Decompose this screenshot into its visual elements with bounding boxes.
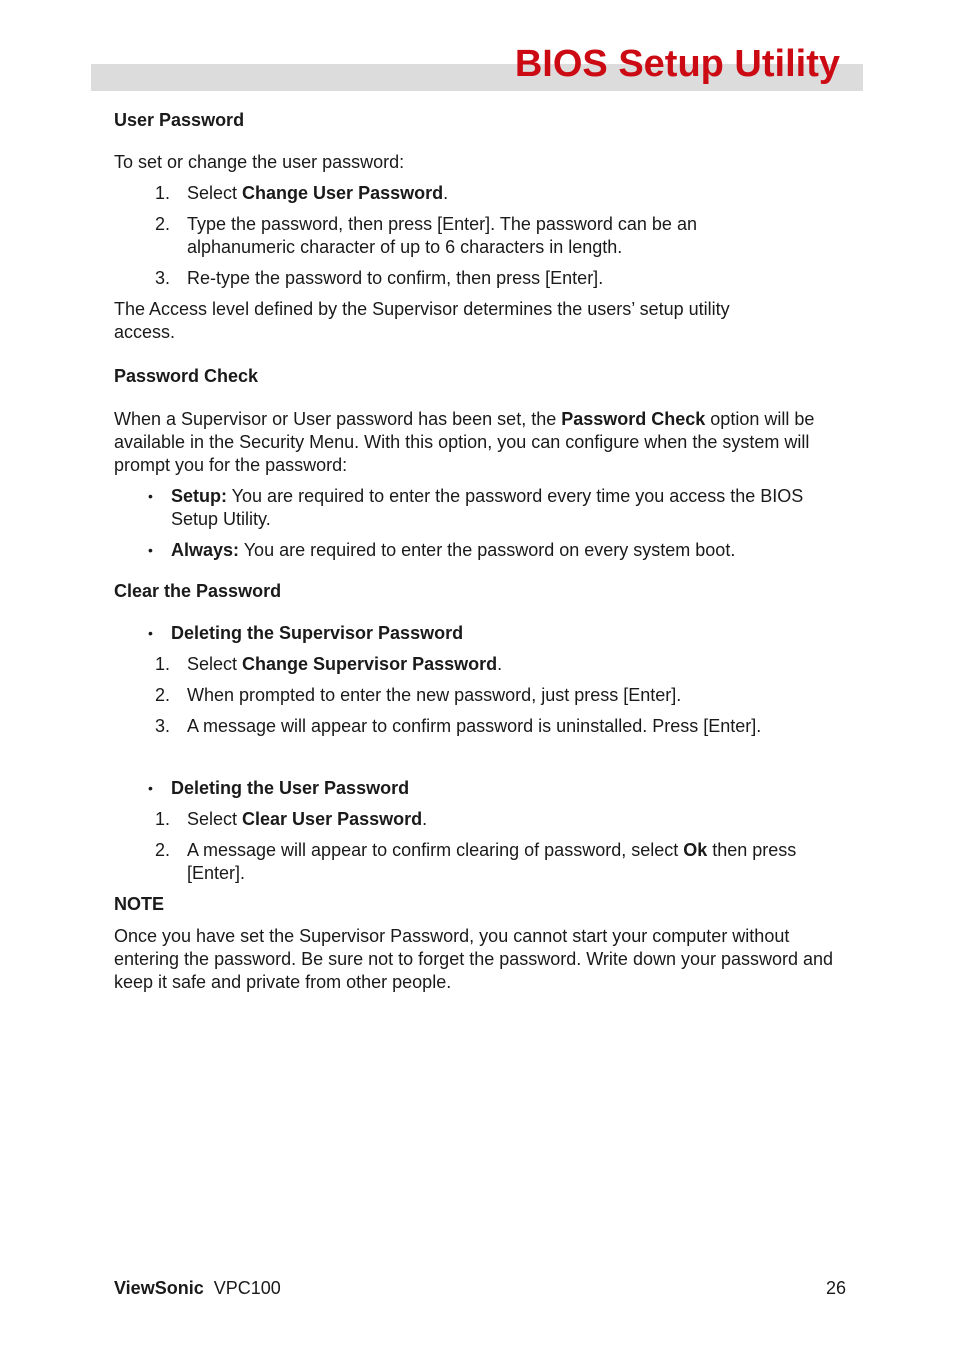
footer-brand: ViewSonic bbox=[114, 1278, 204, 1298]
delete-supervisor-title: Deleting the Supervisor Password bbox=[171, 623, 464, 643]
step-number: 1. bbox=[155, 654, 171, 674]
bullet-icon: • bbox=[148, 625, 153, 641]
user-password-intro: To set or change the user password: bbox=[114, 152, 405, 172]
step-text: Type the password, then press [Enter]. The password can be an alphanumeric character of up to 6 characters in length. bbox=[187, 214, 697, 257]
step-number: 3. bbox=[155, 268, 171, 288]
step-text: Re-type the password to confirm, then press [Enter]. bbox=[187, 268, 604, 288]
step-number: 2. bbox=[155, 840, 171, 860]
step-number: 1. bbox=[155, 809, 171, 829]
step-text: Select Change User Password. bbox=[187, 183, 449, 203]
bullet-text: Setup: You are required to enter the password every time you access the BIOS Setup Utility. bbox=[171, 486, 804, 529]
bullet-text: Always: You are required to enter the password on every system boot. bbox=[171, 540, 736, 560]
bullet-icon: • bbox=[148, 542, 153, 558]
note-heading: NOTE bbox=[114, 894, 165, 914]
note-text: Once you have set the Supervisor Password, you cannot start your computer without entering the password. Be sure not to forget the password. Write down your password and keep it safe and private from other people. bbox=[114, 926, 834, 992]
step-text: Select Change Supervisor Password. bbox=[187, 654, 503, 674]
user-password-heading: User Password bbox=[114, 110, 245, 130]
footer-model: VPC100 bbox=[213, 1278, 281, 1298]
password-check-intro: When a Supervisor or User password has been set, the Password Check option will be available in the Security Menu. With this option, you can configure when the system will prompt you for the password: bbox=[114, 409, 815, 475]
step-number: 2. bbox=[155, 214, 171, 234]
access-level-note: The Access level defined by the Supervisor determines the users’ setup utility access. bbox=[114, 299, 730, 342]
step-text: A message will appear to confirm password is uninstalled. Press [Enter]. bbox=[187, 716, 762, 736]
password-check-heading: Password Check bbox=[114, 366, 259, 386]
page-footer bbox=[114, 1277, 846, 1299]
delete-user-title: Deleting the User Password bbox=[171, 778, 410, 798]
step-text: When prompted to enter the new password, just press [Enter]. bbox=[187, 685, 682, 705]
page-number: 26 bbox=[825, 1278, 846, 1298]
step-text: A message will appear to confirm clearing of password, select Ok then press [Enter]. bbox=[187, 840, 797, 883]
bullet-icon: • bbox=[148, 780, 153, 796]
step-number: 1. bbox=[155, 183, 171, 203]
page-title: BIOS Setup Utility bbox=[514, 43, 840, 85]
clear-password-heading: Clear the Password bbox=[114, 581, 282, 601]
step-text: Select Clear User Password. bbox=[187, 809, 428, 829]
step-number: 2. bbox=[155, 685, 171, 705]
step-number: 3. bbox=[155, 716, 171, 736]
bullet-icon: • bbox=[148, 488, 153, 504]
